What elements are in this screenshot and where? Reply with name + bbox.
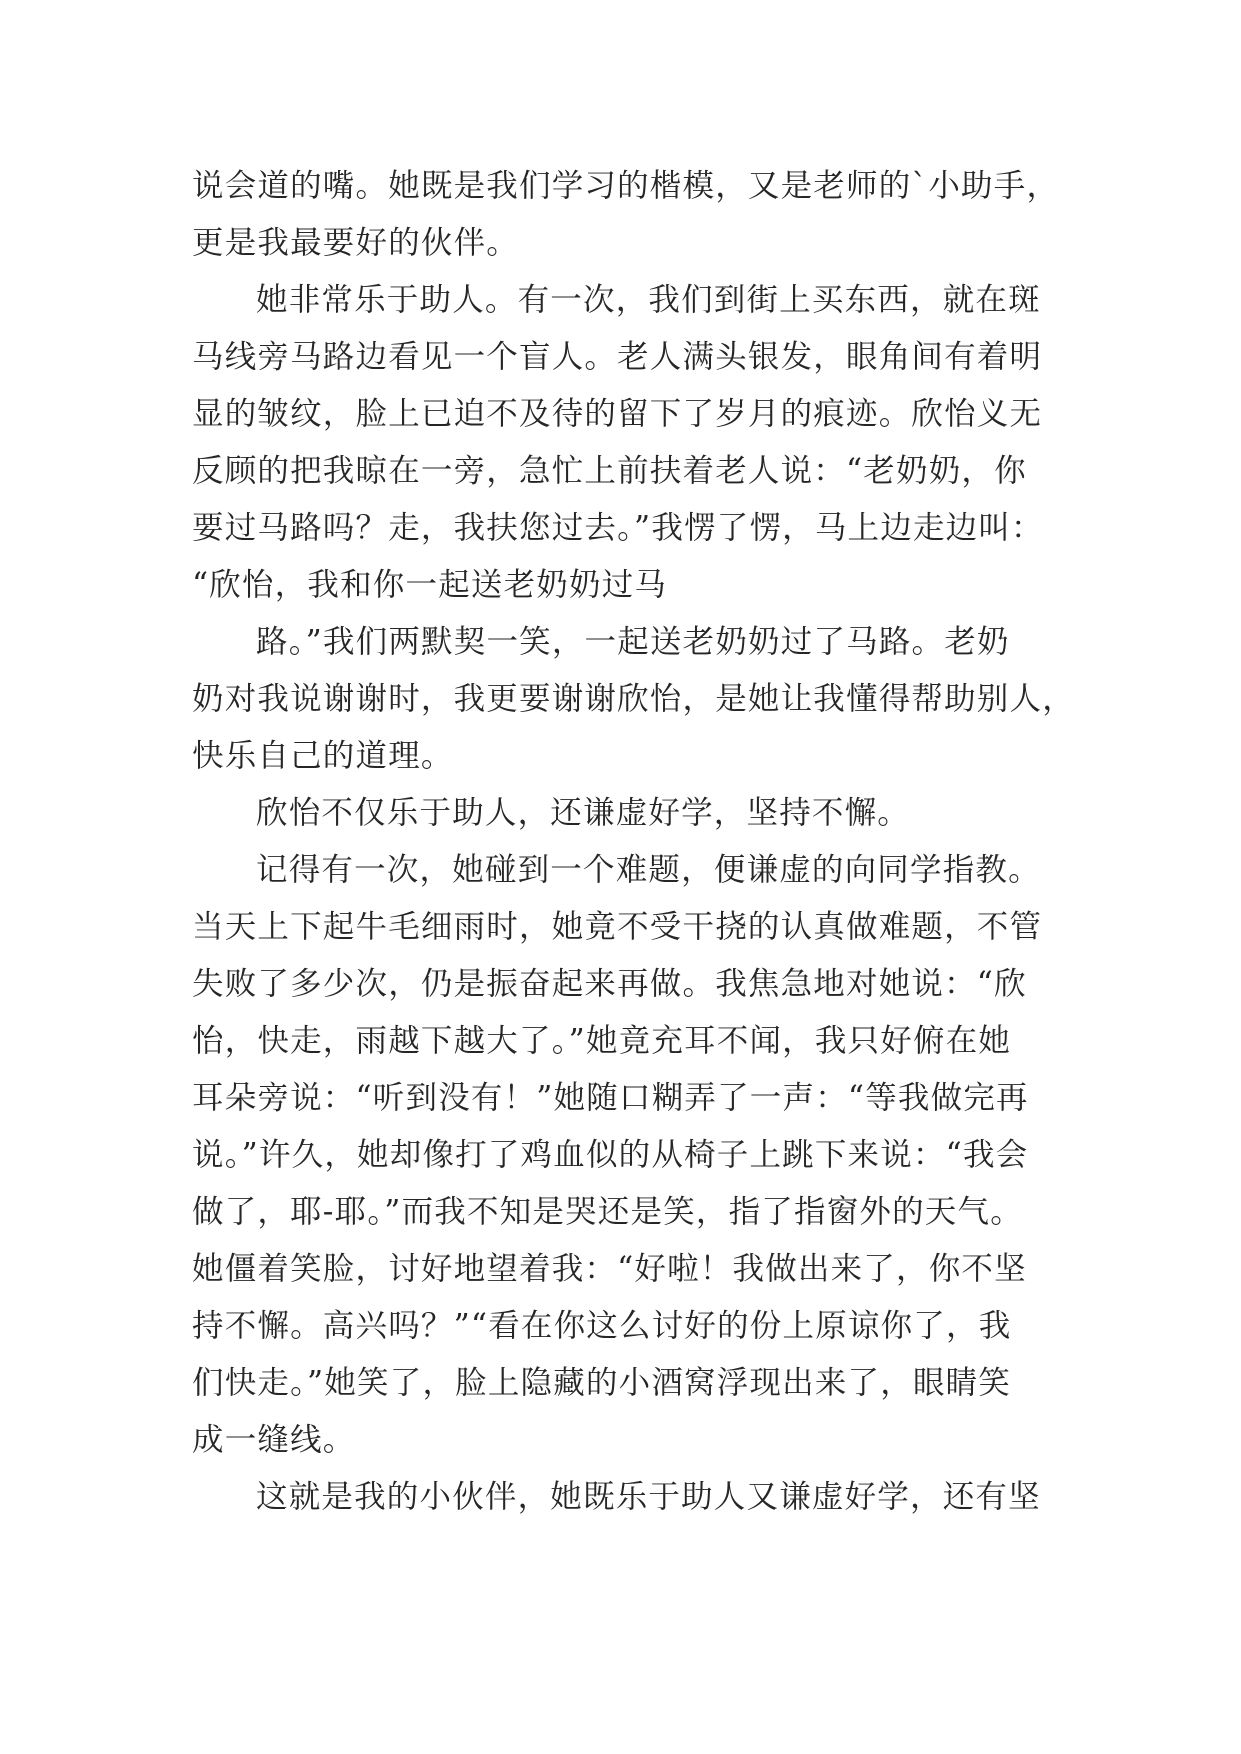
text-line: 做了，耶-耶。”而我不知是哭还是笑，指了指窗外的天气。 [192, 1194, 1023, 1230]
text-line: 失败了多少次，仍是振奋起来再做。我焦急地对她说：“欣 [192, 966, 1027, 1002]
body-text [192, 158, 1092, 1526]
text-line: 这就是我的小伙伴，她既乐于助人又谦虚好学，还有坚 [256, 1479, 1041, 1515]
text-line: “欣怡，我和你一起送老奶奶过马 [192, 567, 668, 603]
text-line: 反顾的把我晾在一旁，急忙上前扶着老人说：“老奶奶，你 [192, 453, 1027, 489]
text-line: 说。”许久，她却像打了鸡血似的从椅子上跳下来说：“我会 [192, 1137, 1029, 1173]
text-line: 说会道的嘴。她既是我们学习的楷模，又是老师的`小助手， [192, 168, 1060, 204]
text-line: 欣怡不仅乐于助人，还谦虚好学，坚持不懈。 [256, 795, 911, 831]
text-line: 们快走。”她笑了，脸上隐藏的小酒窝浮现出来了，眼睛笑 [192, 1365, 1012, 1401]
text-line: 她僵着笑脸，讨好地望着我：“好啦！我做出来了，你不坚 [192, 1251, 1027, 1287]
text-line: 快乐自己的道理。 [192, 738, 454, 774]
text-line: 更是我最要好的伙伴。 [192, 225, 520, 261]
text-line: 持不懈。高兴吗？”“看在你这么讨好的份上原谅你了，我 [192, 1308, 1012, 1344]
text-line: 当天上下起牛毛细雨时，她竟不受干挠的认真做难题，不管 [192, 909, 1043, 945]
text-line: 记得有一次，她碰到一个难题，便谦虚的向同学指教。 [256, 852, 1041, 888]
text-line: 怡，快走，雨越下越大了。”她竟充耳不闻，我只好俯在她 [192, 1023, 1012, 1059]
text-line: 耳朵旁说：“听到没有！”她随口糊弄了一声：“等我做完再 [192, 1080, 1029, 1116]
text-line: 她非常乐于助人。有一次，我们到街上买东西，就在斑 [256, 282, 1041, 318]
text-line: 成一缝线。 [192, 1422, 356, 1458]
text-line: 路。”我们两默契一笑，一起送老奶奶过了马路。老奶 [256, 624, 1010, 660]
text-line: 奶对我说谢谢时，我更要谢谢欣怡，是她让我懂得帮助别人， [192, 681, 1075, 717]
text-line: 要过马路吗？走，我扶您过去。”我愣了愣，马上边走边叫： [192, 510, 1044, 546]
text-line: 马线旁马路边看见一个盲人。老人满头银发，眼角间有着明 [192, 339, 1043, 375]
text-line: 显的皱纹，脸上已迫不及待的留下了岁月的痕迹。欣怡义无 [192, 396, 1043, 432]
